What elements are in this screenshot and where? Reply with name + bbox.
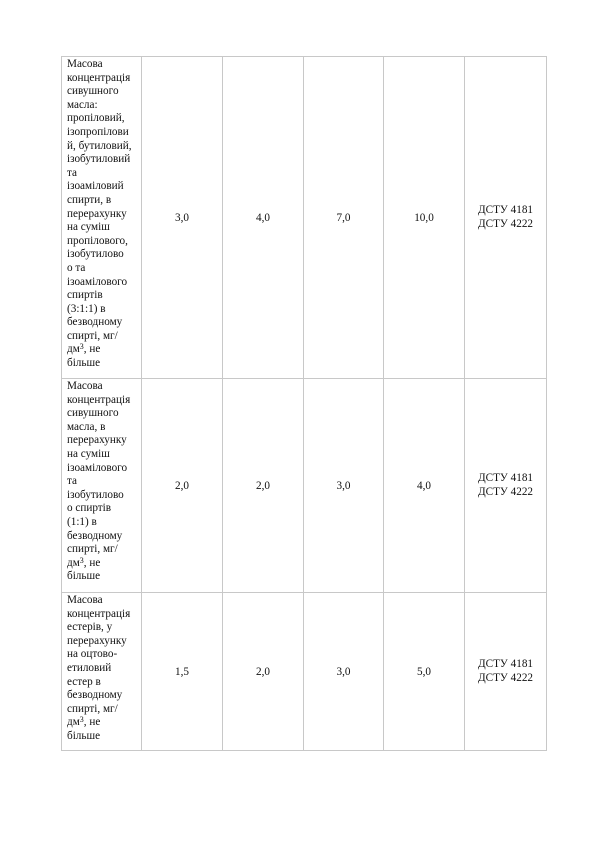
param-line: Масова — [67, 594, 103, 606]
unit-line — [67, 716, 141, 730]
param-line: ізоамілового — [67, 275, 128, 288]
unit-exponent: 3 — [79, 715, 84, 725]
standard-ref: ДСТУ 4222 — [477, 671, 534, 684]
value-cell: 2,0 — [142, 379, 223, 593]
param-line: перерахунку — [67, 434, 127, 447]
param-line: концентрація — [67, 393, 131, 406]
value-cell: 2,0 — [223, 379, 304, 593]
spec-table — [61, 56, 547, 751]
param-line: концентрація — [67, 607, 131, 620]
param-line: спирті, мг/ — [67, 329, 118, 342]
param-line: пропіловий, — [67, 112, 125, 125]
param-line: перерахунку — [67, 634, 127, 647]
param-line: о та — [67, 261, 86, 274]
standard-cell — [465, 57, 547, 379]
param-line: безводному — [67, 689, 123, 702]
param-line: ізопропілови — [67, 125, 129, 138]
table-row — [62, 57, 547, 379]
value-cell: 10,0 — [384, 57, 465, 379]
value-cell: 3,0 — [304, 379, 384, 593]
param-line: (1:1) в — [67, 515, 97, 528]
unit-tail: , не — [83, 343, 101, 356]
param-line: концентрація — [67, 71, 131, 84]
param-line: ізобутилово — [67, 488, 124, 501]
value-cell: 7,0 — [304, 57, 384, 379]
standard-ref: ДСТУ 4181 — [477, 471, 534, 484]
table-row — [62, 379, 547, 593]
param-cell — [62, 379, 142, 593]
param-line: більше — [67, 729, 101, 742]
value-cell: 4,0 — [384, 379, 465, 593]
unit-exponent: 3 — [79, 555, 84, 565]
standard-cell — [465, 379, 547, 593]
param-line: на оцтово- — [67, 648, 118, 661]
param-line: сивушного — [67, 85, 119, 98]
unit-tail: , не — [83, 556, 101, 569]
value-cell: 2,0 — [223, 593, 304, 751]
param-line: безводному — [67, 529, 123, 542]
unit-base: дм — [67, 556, 80, 569]
param-line: естер в — [67, 675, 101, 688]
param-line: та — [67, 475, 77, 488]
unit-base: дм — [67, 716, 80, 729]
param-line: перерахунку — [67, 207, 127, 220]
param-line: на суміш — [67, 447, 110, 460]
param-line: масла: — [67, 98, 98, 111]
param-line: Масова — [67, 58, 103, 70]
param-line: ізобутиловий — [67, 153, 131, 166]
param-line: спирти, в — [67, 193, 112, 206]
param-line: о спиртів — [67, 502, 112, 515]
param-line: більше — [67, 570, 101, 583]
unit-line — [67, 343, 141, 357]
standard-ref: ДСТУ 4222 — [477, 217, 534, 230]
param-line: на суміш — [67, 221, 110, 234]
value-cell: 4,0 — [223, 57, 304, 379]
standard-ref: ДСТУ 4222 — [477, 485, 534, 498]
value-cell: 3,0 — [142, 57, 223, 379]
param-line: ізоаміловий — [67, 180, 124, 193]
param-line: більше — [67, 357, 101, 370]
standard-ref: ДСТУ 4181 — [477, 203, 534, 216]
value-cell: 5,0 — [384, 593, 465, 751]
standard-ref: ДСТУ 4181 — [477, 657, 534, 670]
param-cell — [62, 593, 142, 751]
value-cell: 3,0 — [304, 593, 384, 751]
standard-cell — [465, 593, 547, 751]
param-line: (3:1:1) в — [67, 302, 106, 315]
param-line: Масова — [67, 380, 103, 392]
unit-base: дм — [67, 343, 80, 356]
param-line: й, бутиловий, — [67, 139, 132, 152]
table-row — [62, 593, 547, 751]
param-line: сивушного — [67, 407, 119, 420]
param-line: спирті, мг/ — [67, 702, 118, 715]
unit-line — [67, 557, 141, 571]
param-line: безводному — [67, 316, 123, 329]
unit-exponent: 3 — [79, 342, 84, 352]
param-line: спиртів — [67, 289, 103, 302]
param-cell — [62, 57, 142, 379]
param-line: ізобутилово — [67, 248, 124, 261]
spec-table-body — [62, 57, 547, 751]
unit-tail: , не — [83, 716, 101, 729]
value-cell: 1,5 — [142, 593, 223, 751]
param-line: спирті, мг/ — [67, 543, 118, 556]
param-line: естерів, у — [67, 621, 113, 634]
param-line: етиловий — [67, 661, 112, 674]
param-line: пропілового, — [67, 234, 128, 247]
param-line: масла, в — [67, 420, 106, 433]
param-line: та — [67, 166, 77, 179]
param-line: ізоамілового — [67, 461, 128, 474]
